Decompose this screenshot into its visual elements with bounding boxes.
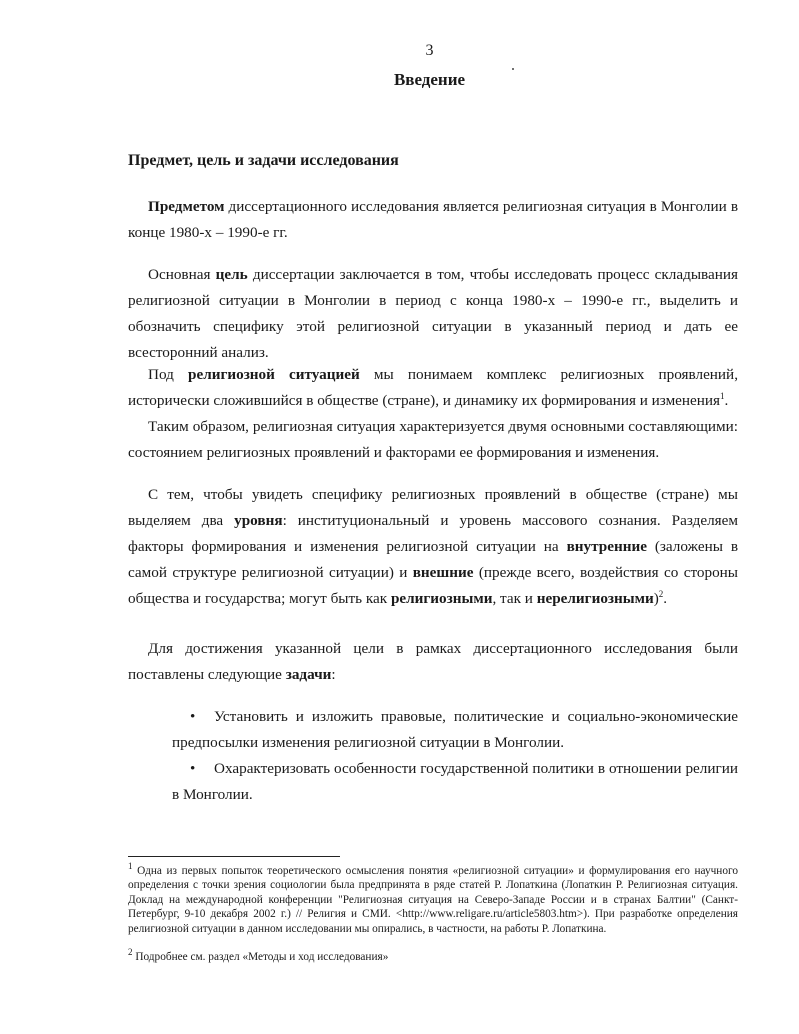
bullet-icon: • (190, 760, 196, 777)
footnote-divider (128, 856, 340, 857)
footnote-ref-1[interactable]: 1 (720, 390, 725, 401)
paragraph-subject (128, 194, 738, 246)
paragraph-text: С тем, чтобы увидеть специфику религиозных проявлений в обществе (стране) мы выделяем два (128, 486, 738, 529)
paragraph-text: . (663, 590, 668, 607)
paragraph-text: : (331, 666, 336, 683)
section-heading: Предмет, цель и задачи исследования (128, 152, 399, 169)
bullet-icon: • (190, 708, 196, 725)
footnote-text: Подробнее см. раздел «Методы и ход исследования» (132, 951, 389, 963)
bold-term: внешние (412, 564, 474, 581)
footnote-number: 2 (128, 947, 133, 958)
paragraph-text: ) (653, 590, 659, 607)
paragraph-text: Основная (148, 266, 216, 283)
bold-term: уровня (234, 512, 283, 529)
paragraph-definition (128, 362, 738, 414)
paragraph-text: Для достижения указанной цели в рамках диссертационного исследования были поставлены следующие (128, 640, 738, 683)
footnote-1 (128, 861, 738, 936)
paragraph-text: (прежде всего, воздействия со стороны общества и государства; могут быть как (128, 564, 738, 607)
footnote-ref-2[interactable]: 2 (658, 588, 664, 599)
footnote-text: Одна из первых попыток теоретического осмысления понятия «религиозной ситуации» и формулирования его научного определения с точки зрения социологии была предпринята в ряде статей Р. Лопаткина (Лопаткин Р. Религиозная ситуация. Доклад на международной конференции "Религиозная ситуация на Северо-Западе России и в странах Балтии" (Санкт-Петербург, 9-10 декабря 2002 г.) // Религия и СМИ. <http://www.religare.ru/article5803.htm>). При разработке определения религиозной ситуации в данном исследовании мы опирались, в частности, на работы Р. Лопаткина. (128, 865, 738, 935)
bold-term: религиозными (390, 590, 493, 607)
page-title: Введение (393, 70, 466, 89)
list-item (172, 756, 738, 808)
bold-term: цель (215, 266, 248, 283)
paragraph-summary (128, 414, 738, 466)
bold-term: задачи (285, 666, 332, 683)
paragraph-text: Таким образом, религиозная ситуация характеризуется двумя основными составляющими: состоянием религиозных проявлений и факторами ее формирования и изменения. (128, 418, 738, 461)
footnote-2 (128, 947, 738, 964)
list-item-text: Охарактеризовать особенности государственной политики в отношении религии в Монголии. (172, 760, 738, 803)
list-item-text: Установить и изложить правовые, политические и социально-экономические предпосылки изменения религиозной ситуации в Монголии. (172, 708, 738, 751)
page-number: 3 (425, 42, 434, 59)
paragraph-text: , так и (492, 590, 537, 607)
paragraph-goal (128, 262, 738, 366)
paragraph-text: Под (148, 366, 188, 383)
bold-term: религиозной ситуацией (188, 366, 360, 383)
paragraph-text: мы понимаем комплекс религиозных проявлений, исторически сложившийся в обществе (стране), и динамику их формирования и изменения (128, 366, 738, 409)
paragraph-text: : институциональный и уровень массового сознания. Разделяем факторы формирования и изменения религиозной ситуации на (128, 512, 738, 555)
paragraph-text: диссертационного исследования является религиозная ситуация в Монголии в конце 1980-х – 1990-е гг. (128, 198, 738, 241)
footnote-number: 1 (128, 861, 133, 872)
paragraph-text: . (724, 392, 729, 409)
paragraph-text: диссертации заключается в том, чтобы исследовать процесс складывания религиозной ситуации в Монголии в период с конца 1980-х – 1990-е гг., выделить и обозначить специфику этой религиозной ситуации в указанный период и дать ее всесторонний анализ. (128, 266, 738, 361)
bold-term: нерелигиозными (536, 590, 654, 607)
paragraph-levels (128, 482, 738, 612)
paragraph-tasks-intro (128, 636, 738, 688)
paragraph-text: (заложены в самой структуре религиозной ситуации) и (128, 538, 738, 581)
list-item (172, 704, 738, 756)
bold-term: Предметом (148, 198, 225, 215)
bold-term: внутренние (566, 538, 647, 555)
